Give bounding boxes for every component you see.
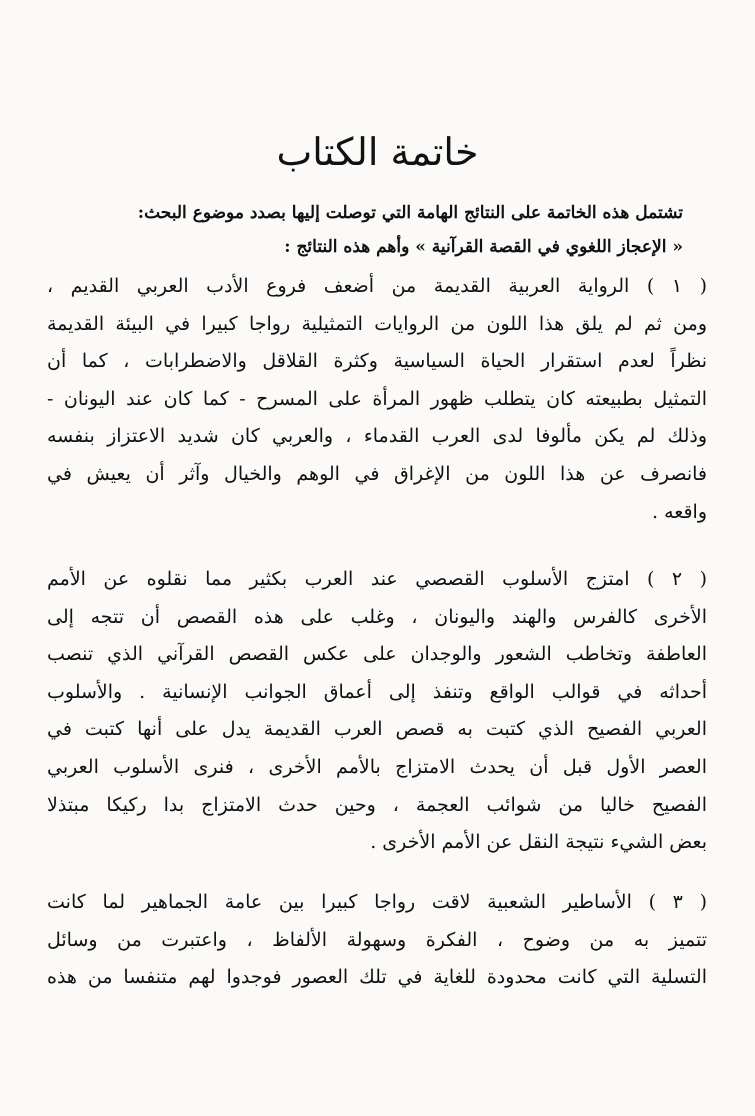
- text-line: العاطفة وتخاطب الشعور والوجدان على عكس القصص القرآني الذي تنصب: [47, 643, 707, 666]
- paragraph-3: [47, 884, 707, 997]
- page-title: خاتمة الكتاب: [276, 130, 479, 174]
- text-line: ومن ثم لم يلق هذا اللون من الروايات التمثيلية رواجا كبيرا في البيئة القديمة: [47, 312, 707, 335]
- intro-line: « الإعجاز اللغوي في القصة القرآنية » وأهم هذه النتائج :: [284, 237, 683, 257]
- text-line: العصر الأول قبل أن يحدث الامتزاج بالأمم الأخرى ، فنرى الأسلوب العربي: [47, 755, 707, 778]
- paragraph-2: [47, 561, 707, 862]
- text-line: وذلك لم يكن مألوفا لدى العرب القدماء ، والعربي كان شديد الاعتزاز بنفسه: [47, 425, 707, 448]
- text-line: تتميز به من وضوح ، الفكرة وسهولة الألفاظ ، واعتبرت من وسائل: [47, 928, 707, 951]
- text-line: نظراً لعدم استقرار الحياة السياسية وكثرة القلاقل والاضطرابات ، كما أن: [47, 350, 707, 373]
- text-line: ( ١ ) الرواية العربية القديمة من أضعف فروع الأدب العربي القديم ،: [47, 275, 707, 297]
- text-line: الفصيح خاليا من شوائب العجمة ، وحين حدث الامتزاج بدا ركيكا مبتذلا: [47, 793, 707, 816]
- text-line: التمثيل بطبيعته كان يتطلب ظهور المرأة على المسرح - كما كان عند اليونان -: [47, 387, 707, 410]
- text-line: بعض الشيء نتيجة النقل عن الأمم الأخرى .: [370, 831, 707, 854]
- text-line: ( ٣ ) الأساطير الشعبية لاقت رواجا كبيرا بين عامة الجماهير لما كانت: [47, 891, 707, 913]
- paragraph-1: [47, 268, 707, 531]
- text-line: أحداثه في قوالب الواقع وتنفذ إلى أعماق الجوانب الإنسانية . والأسلوب: [47, 680, 707, 703]
- intro-paragraph: [71, 196, 683, 264]
- text-line: التسلية التي كانت محدودة للغاية في تلك العصور فوجدوا لهم متنفسا من هذه: [47, 966, 707, 989]
- text-line: ( ٢ ) امتزج الأسلوب القصصي عند العرب بكثير مما نقلوه عن الأمم: [47, 568, 707, 590]
- text-line: الأخرى كالفرس والهند واليونان ، وغلب على هذه القصص أن تتجه إلى: [47, 605, 707, 628]
- text-line: فانصرف عن هذا اللون من الإغراق في الوهم والخيال وآثر أن يعيش في: [47, 462, 707, 485]
- intro-line: تشتمل هذه الخاتمة على النتائج الهامة التي توصلت إليها بصدد موضوع البحث:: [137, 203, 683, 223]
- text-line: العربي الفصيح الذي كتبت به قصص العرب القديمة يدل على أنها كتبت في: [47, 718, 707, 741]
- text-line: واقعه .: [652, 500, 707, 523]
